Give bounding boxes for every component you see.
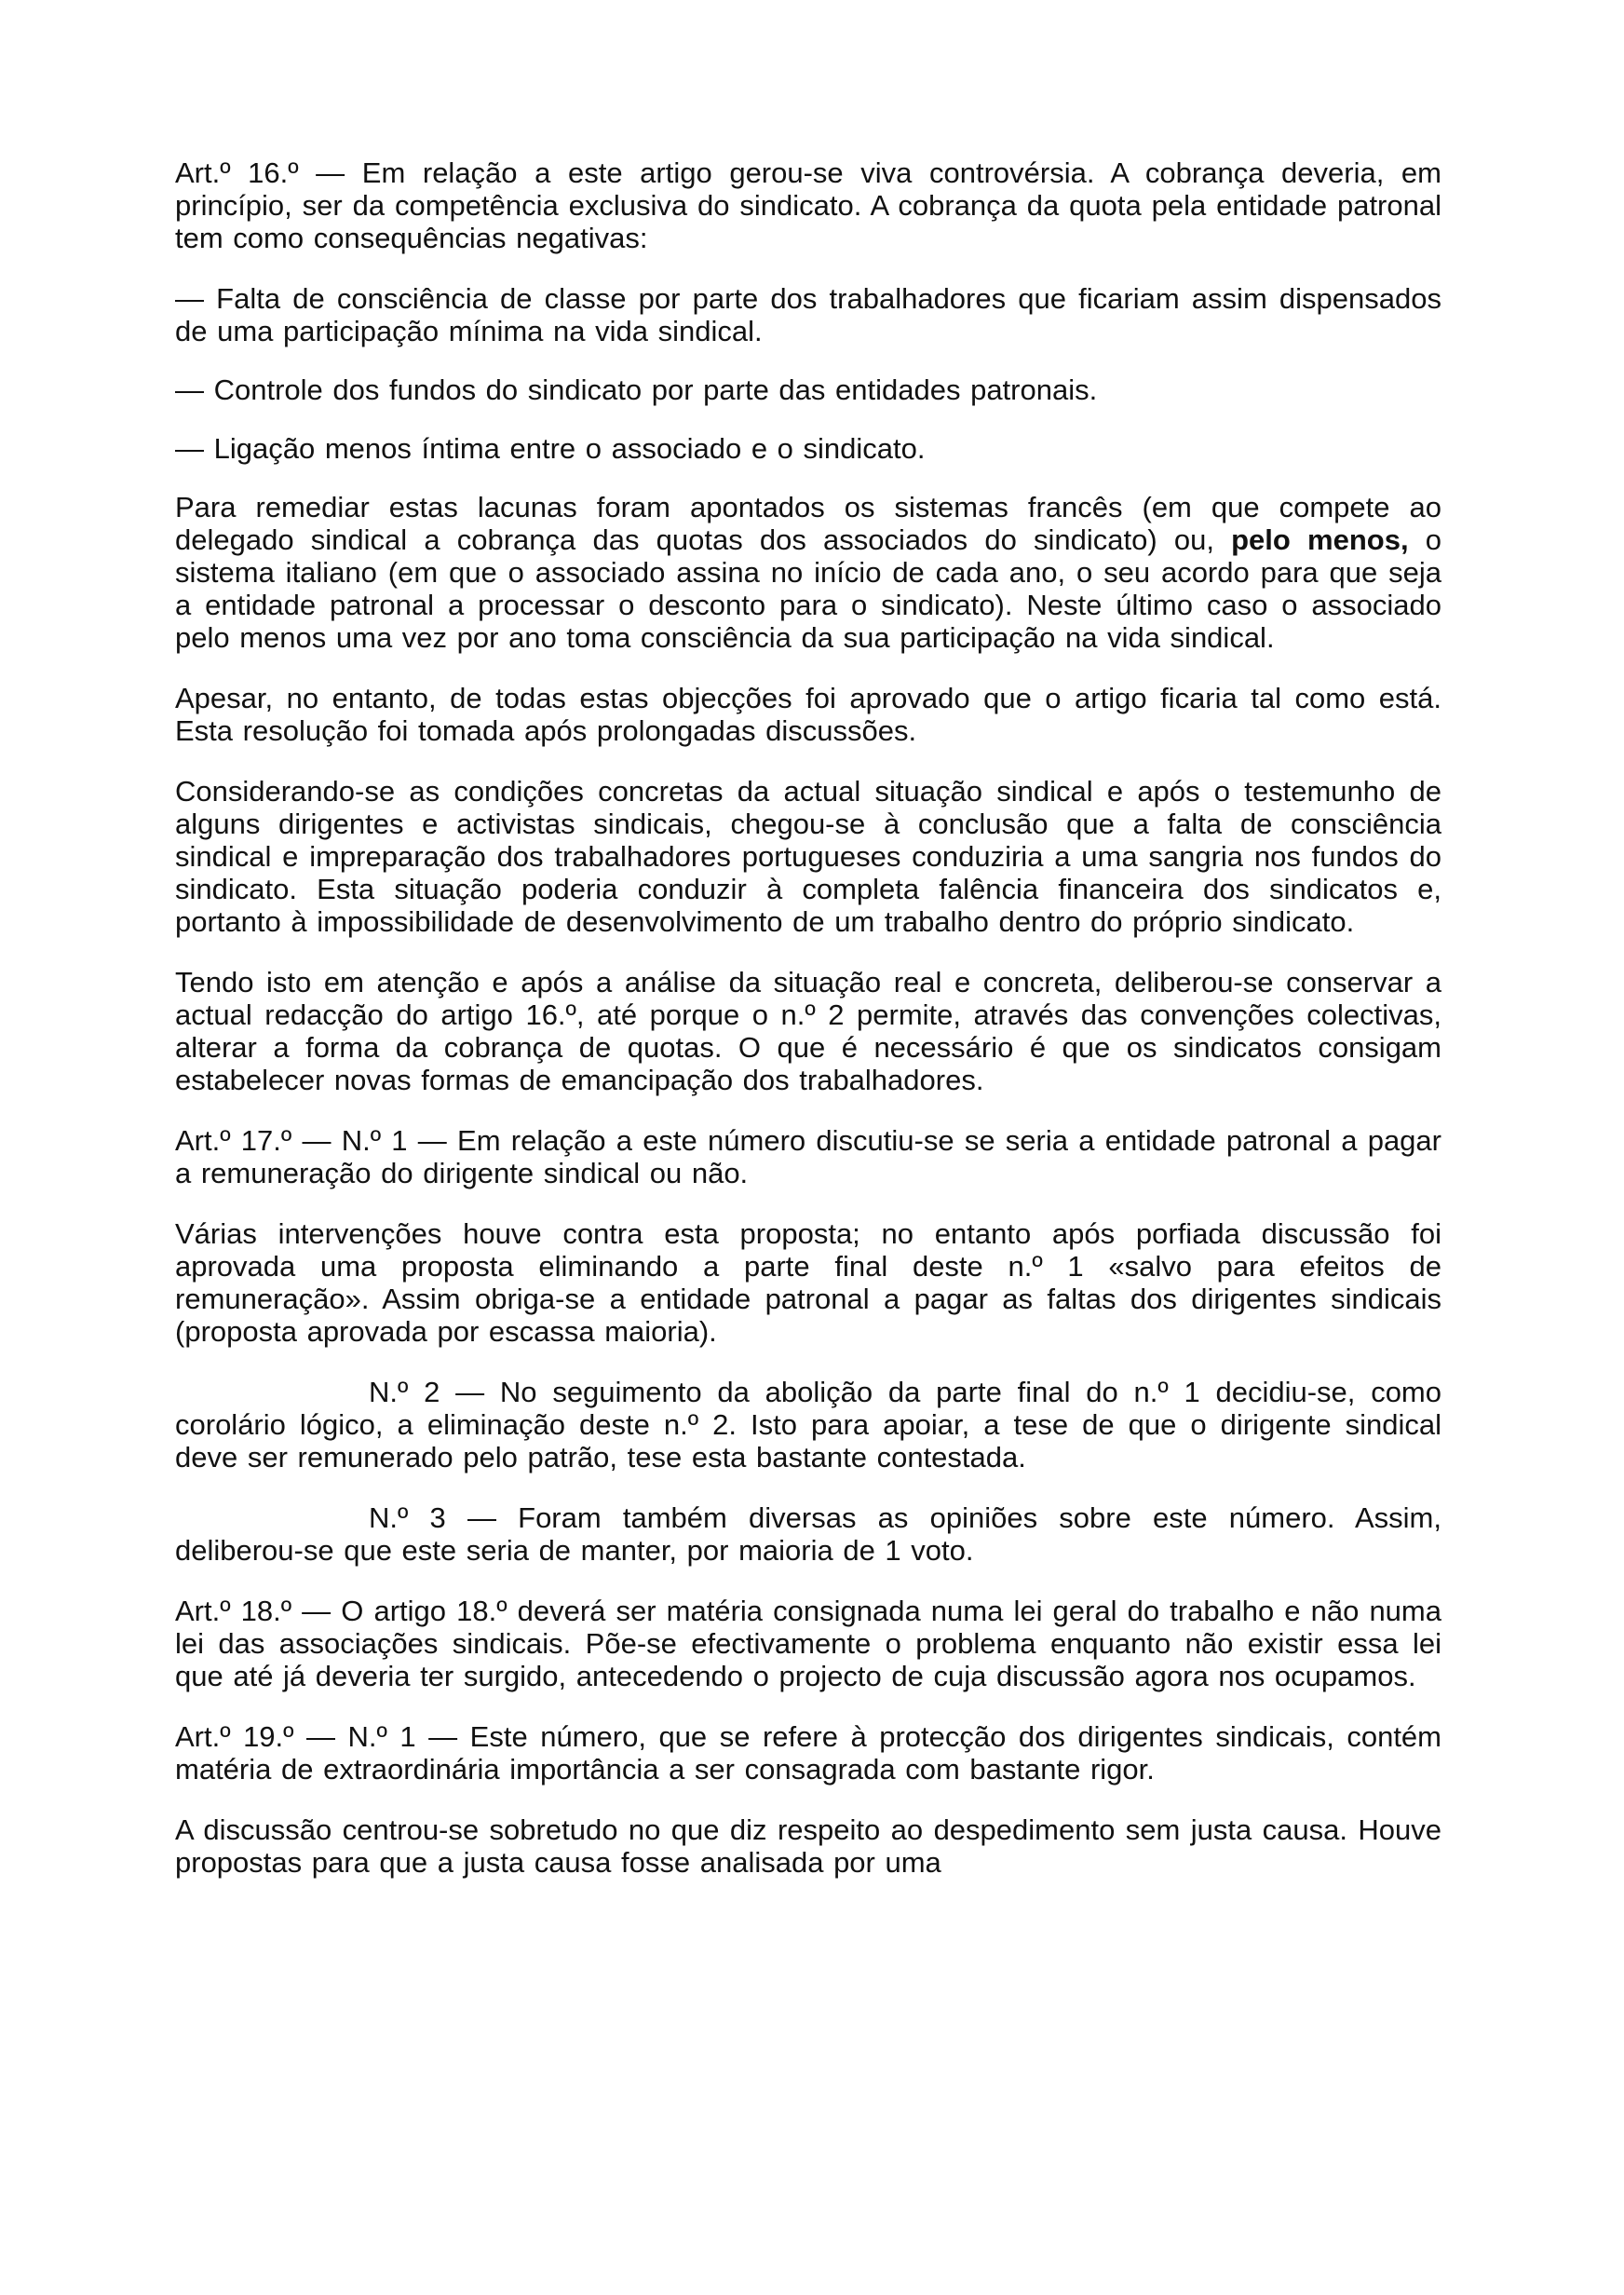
paragraph-consequence-2: — Controle dos fundos do sindicato por parte das entidades patronais. xyxy=(175,373,1098,406)
paragraph-consequence-3: — Ligação menos íntima entre o associado e o sindicato. xyxy=(175,432,926,465)
paragraph-considering: Considerando-se as condições concretas da actual situação sindical e após o testemunho de alguns dirigentes e activistas sindicais, chegou-se à conclusão que a falta de consciência sindical e impreparação dos trabalhadores portugueses conduziria a uma sangria nos fundos do sindicato. Esta situação poderia conduzir à completa falência financeira dos sindicatos e, portanto à impossibilidade de desenvolvimento de um trabalho dentro do próprio sindicato. xyxy=(175,775,1441,938)
paragraph-remedy xyxy=(175,491,1441,654)
paragraph-art18: Art.º 18.º — O artigo 18.º deverá ser matéria consignada numa lei geral do trabalho e não numa lei das associações sindicais. Põe-se efectivamente o problema enquanto não existir essa lei que até já deveria ter surgido, antecedendo o projecto de cuja discussão agora nos ocupamos. xyxy=(175,1595,1441,1692)
document-page xyxy=(175,156,1441,1907)
paragraph-art16-intro: Art.º 16.º — Em relação a este artigo gerou-se viva controvérsia. A cobrança deveria, em princípio, ser da competência exclusiva do sindicato. A cobrança da quota pela entidade patronal tem como consequências negativas: xyxy=(175,156,1441,254)
remedy-emphasis: pelo menos, xyxy=(1231,523,1409,556)
remedy-text-after: o sistema italiano (em que o associado assina no início de cada ano, o seu acordo para que seja a entidade patronal a processar o desconto para o sindicato). Neste último caso o associado pelo menos uma vez por ano toma consciência da sua participação na vida sindical. xyxy=(175,523,1442,654)
paragraph-discussion: A discussão centrou-se sobretudo no que diz respeito ao despedimento sem justa causa. Houve propostas para que a justa causa fosse analisada por uma xyxy=(175,1813,1441,1879)
paragraph-art17-n3: N.º 3 — Foram também diversas as opiniões sobre este número. Assim, deliberou-se que este seria de manter, por maioria de 1 voto. xyxy=(175,1501,1441,1567)
paragraph-attention: Tendo isto em atenção e após a análise da situação real e concreta, deliberou-se conservar a actual redacção do artigo 16.º, até porque o n.º 2 permite, através das convenções colectivas, alterar a forma da cobrança de quotas. O que é necessário é que os sindicatos consigam estabelecer novas formas de emancipação dos trabalhadores. xyxy=(175,966,1441,1096)
paragraph-consequence-1: — Falta de consciência de classe por parte dos trabalhadores que ficariam assim dispensados de uma participação mínima na vida sindical. xyxy=(175,282,1441,347)
remedy-text-before: Para remediar estas lacunas foram apontados os sistemas francês (em que compete ao delegado sindical a cobrança das quotas dos associados do sindicato) ou, xyxy=(175,491,1441,556)
paragraph-interventions: Várias intervenções houve contra esta proposta; no entanto após porfiada discussão foi aprovada uma proposta eliminando a parte final deste n.º 1 «salvo para efeitos de remuneração». Assim obriga-se a entidade patronal a pagar as faltas dos dirigentes sindicais (proposta aprovada por escassa maioria). xyxy=(175,1217,1441,1348)
paragraph-art17-n2: N.º 2 — No seguimento da abolição da parte final do n.º 1 decidiu-se, como corolário lógico, a eliminação deste n.º 2. Isto para apoiar, a tese de que o dirigente sindical deve ser remunerado pelo patrão, tese esta bastante contestada. xyxy=(175,1376,1441,1473)
paragraph-approved: Apesar, no entanto, de todas estas objecções foi aprovado que o artigo ficaria tal como está. Esta resolução foi tomada após prolongadas discussões. xyxy=(175,682,1441,747)
paragraph-art19-n1: Art.º 19.º — N.º 1 — Este número, que se refere à protecção dos dirigentes sindicais, contém matéria de extraordinária importância a ser consagrada com bastante rigor. xyxy=(175,1720,1441,1786)
paragraph-art17-n1: Art.º 17.º — N.º 1 — Em relação a este número discutiu-se se seria a entidade patronal a pagar a remuneração do dirigente sindical ou não. xyxy=(175,1124,1441,1189)
